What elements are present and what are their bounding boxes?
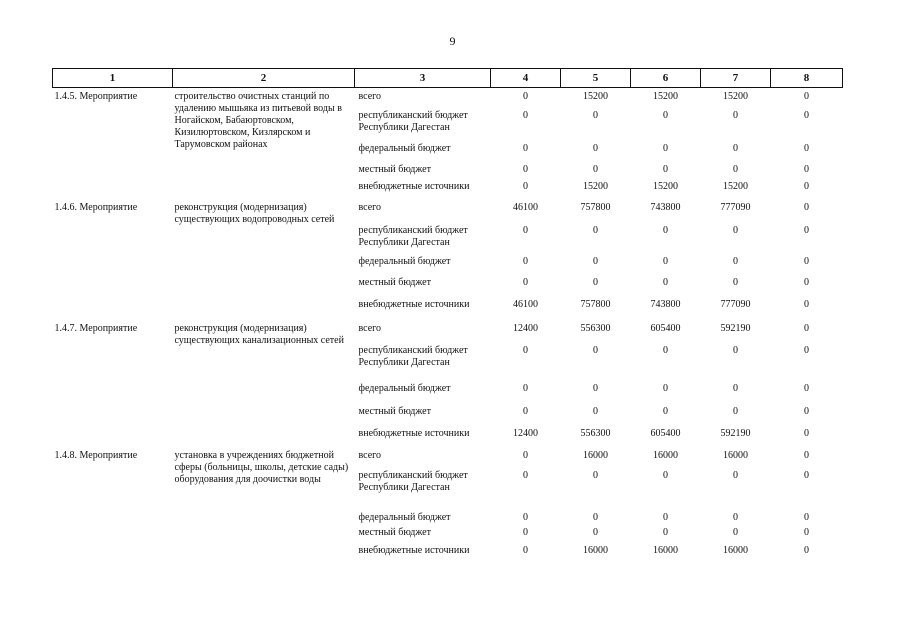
- value-cell-v5: 0: [593, 511, 598, 523]
- value-cell-v6: 0: [663, 405, 668, 417]
- value-cell-v8: 0: [804, 526, 809, 538]
- table-row: [53, 199, 843, 222]
- funding-source: местный бюджет: [358, 163, 431, 175]
- measure-description: строительство очистных станций по удалению мышьяка из питьевой воды в Ногайском, Бабаюртовском, Кизилюртовском, Кизлярском и Тарумовском районах: [174, 91, 342, 150]
- value-cell-v6: 0: [663, 163, 668, 175]
- measure-description: установка в учреждениях бюджетной сферы (больницы, школы, детские сады) оборудования для доочистки воды: [174, 449, 349, 485]
- value-cell-v8: 0: [804, 382, 809, 394]
- value-cell-v4: 0: [523, 344, 528, 356]
- value-cell-v7: 0: [733, 405, 738, 417]
- value-cell-v8: 0: [804, 544, 809, 556]
- value-cell-v7: 592190: [720, 427, 751, 439]
- column-header: 8: [771, 69, 843, 88]
- value-cell-v8: 0: [804, 344, 809, 356]
- value-cell-v4: 0: [523, 511, 528, 523]
- measure-description: реконструкция (модернизация) существующих канализационных сетей: [174, 322, 344, 346]
- value-cell-v8: 0: [804, 163, 809, 175]
- funding-source: республиканский бюджет Республики Дагестан: [358, 224, 468, 248]
- value-cell-v8: 0: [804, 469, 809, 481]
- funding-source: всего: [358, 322, 382, 334]
- value-cell-v8: 0: [804, 427, 809, 439]
- value-cell-v6: 743800: [650, 201, 681, 213]
- value-cell-v5: 556300: [580, 427, 611, 439]
- funding-source: местный бюджет: [358, 526, 431, 538]
- value-cell-v7: 777090: [720, 201, 751, 213]
- value-cell-v8: 0: [804, 276, 809, 288]
- value-cell-v7: 0: [733, 511, 738, 523]
- value-cell-v4: 0: [523, 142, 528, 154]
- table-header-row: [53, 69, 843, 88]
- value-cell-v6: 0: [663, 382, 668, 394]
- value-cell-v4: 0: [523, 180, 528, 192]
- value-cell-v4: 0: [523, 163, 528, 175]
- value-cell-v5: 757800: [580, 298, 611, 310]
- value-cell-v7: 15200: [723, 91, 748, 102]
- funding-source: всего: [358, 91, 382, 102]
- value-cell-v7: 0: [733, 224, 738, 236]
- value-cell-v5: 0: [593, 405, 598, 417]
- table-row: [53, 88, 843, 107]
- table-row: [53, 447, 843, 467]
- value-cell-v4: 46100: [513, 201, 538, 213]
- funding-source: федеральный бюджет: [358, 142, 451, 154]
- value-cell-v7: 0: [733, 526, 738, 538]
- value-cell-v8: 0: [804, 180, 809, 192]
- value-cell-v8: 0: [804, 142, 809, 154]
- value-cell-v5: 0: [593, 469, 598, 481]
- value-cell-v4: 12400: [513, 322, 538, 334]
- value-cell-v4: 0: [523, 405, 528, 417]
- measure-id: 1.4.8. Мероприятие: [54, 449, 138, 461]
- value-cell-v6: 0: [663, 511, 668, 523]
- funding-source: федеральный бюджет: [358, 511, 451, 523]
- value-cell-v4: 0: [523, 255, 528, 267]
- value-cell-v8: 0: [804, 109, 809, 121]
- value-cell-v6: 743800: [650, 298, 681, 310]
- funding-source: всего: [358, 201, 382, 213]
- value-cell-v5: 0: [593, 255, 598, 267]
- value-cell-v8: 0: [804, 322, 809, 334]
- value-cell-v6: 0: [663, 469, 668, 481]
- value-cell-v8: 0: [804, 405, 809, 417]
- value-cell-v4: 0: [523, 544, 528, 556]
- value-cell-v5: 0: [593, 526, 598, 538]
- value-cell-v7: 0: [733, 163, 738, 175]
- value-cell-v6: 16000: [653, 544, 678, 556]
- column-header: 4: [491, 69, 561, 88]
- value-cell-v8: 0: [804, 224, 809, 236]
- column-header: 7: [701, 69, 771, 88]
- value-cell-v6: 0: [663, 142, 668, 154]
- value-cell-v5: 0: [593, 344, 598, 356]
- value-cell-v7: 16000: [723, 544, 748, 556]
- value-cell-v6: 0: [663, 276, 668, 288]
- value-cell-v6: 16000: [653, 449, 678, 461]
- value-cell-v8: 0: [804, 511, 809, 523]
- value-cell-v5: 556300: [580, 322, 611, 334]
- funding-source: республиканский бюджет Республики Дагестан: [358, 109, 468, 133]
- value-cell-v4: 0: [523, 224, 528, 236]
- value-cell-v4: 0: [523, 109, 528, 121]
- value-cell-v7: 0: [733, 382, 738, 394]
- funding-source: федеральный бюджет: [358, 255, 451, 267]
- value-cell-v7: 0: [733, 142, 738, 154]
- value-cell-v7: 0: [733, 469, 738, 481]
- column-header: 2: [173, 69, 355, 88]
- value-cell-v7: 16000: [723, 449, 748, 461]
- value-cell-v7: 0: [733, 276, 738, 288]
- value-cell-v5: 16000: [583, 449, 608, 461]
- funding-source: внебюджетные источники: [358, 544, 470, 556]
- value-cell-v4: 0: [523, 526, 528, 538]
- value-cell-v4: 0: [523, 276, 528, 288]
- funding-source: внебюджетные источники: [358, 298, 470, 310]
- value-cell-v4: 0: [523, 91, 528, 102]
- value-cell-v5: 757800: [580, 201, 611, 213]
- value-cell-v5: 0: [593, 142, 598, 154]
- value-cell-v7: 0: [733, 255, 738, 267]
- value-cell-v4: 46100: [513, 298, 538, 310]
- value-cell-v5: 0: [593, 163, 598, 175]
- value-cell-v6: 15200: [653, 180, 678, 192]
- value-cell-v7: 592190: [720, 322, 751, 334]
- value-cell-v6: 15200: [653, 91, 678, 102]
- value-cell-v5: 0: [593, 109, 598, 121]
- value-cell-v5: 16000: [583, 544, 608, 556]
- funding-source: федеральный бюджет: [358, 382, 451, 394]
- value-cell-v8: 0: [804, 449, 809, 461]
- funding-source: республиканский бюджет Республики Дагестан: [358, 344, 468, 368]
- funding-source: республиканский бюджет Республики Дагестан: [358, 469, 468, 493]
- value-cell-v4: 0: [523, 469, 528, 481]
- value-cell-v8: 0: [804, 91, 809, 102]
- value-cell-v5: 0: [593, 224, 598, 236]
- value-cell-v4: 12400: [513, 427, 538, 439]
- value-cell-v6: 0: [663, 255, 668, 267]
- funding-source: местный бюджет: [358, 276, 431, 288]
- value-cell-v7: 0: [733, 344, 738, 356]
- column-header: 3: [355, 69, 491, 88]
- value-cell-v7: 15200: [723, 180, 748, 192]
- value-cell-v6: 0: [663, 526, 668, 538]
- table-row: [53, 320, 843, 342]
- funding-source: внебюджетные источники: [358, 180, 470, 192]
- funding-source: всего: [358, 449, 382, 461]
- page-number: 9: [449, 34, 456, 48]
- value-cell-v7: 777090: [720, 298, 751, 310]
- value-cell-v4: 0: [523, 382, 528, 394]
- value-cell-v7: 0: [733, 109, 738, 121]
- value-cell-v5: 0: [593, 382, 598, 394]
- value-cell-v6: 0: [663, 344, 668, 356]
- funding-source: местный бюджет: [358, 405, 431, 417]
- measure-description: реконструкция (модернизация) существующих водопроводных сетей: [174, 201, 335, 225]
- value-cell-v4: 0: [523, 449, 528, 461]
- measure-id: 1.4.5. Мероприятие: [54, 91, 138, 102]
- value-cell-v6: 0: [663, 109, 668, 121]
- column-header: 1: [53, 69, 173, 88]
- value-cell-v5: 0: [593, 276, 598, 288]
- value-cell-v5: 15200: [583, 91, 608, 102]
- measure-id: 1.4.6. Мероприятие: [54, 201, 138, 213]
- funding-source: внебюджетные источники: [358, 427, 470, 439]
- funding-table: [52, 68, 843, 571]
- column-header: 5: [561, 69, 631, 88]
- measure-id: 1.4.7. Мероприятие: [54, 322, 138, 334]
- value-cell-v8: 0: [804, 298, 809, 310]
- value-cell-v6: 0: [663, 224, 668, 236]
- value-cell-v5: 15200: [583, 180, 608, 192]
- value-cell-v8: 0: [804, 255, 809, 267]
- value-cell-v6: 605400: [650, 322, 681, 334]
- table-body: [53, 88, 843, 571]
- column-header: 6: [631, 69, 701, 88]
- value-cell-v8: 0: [804, 201, 809, 213]
- value-cell-v6: 605400: [650, 427, 681, 439]
